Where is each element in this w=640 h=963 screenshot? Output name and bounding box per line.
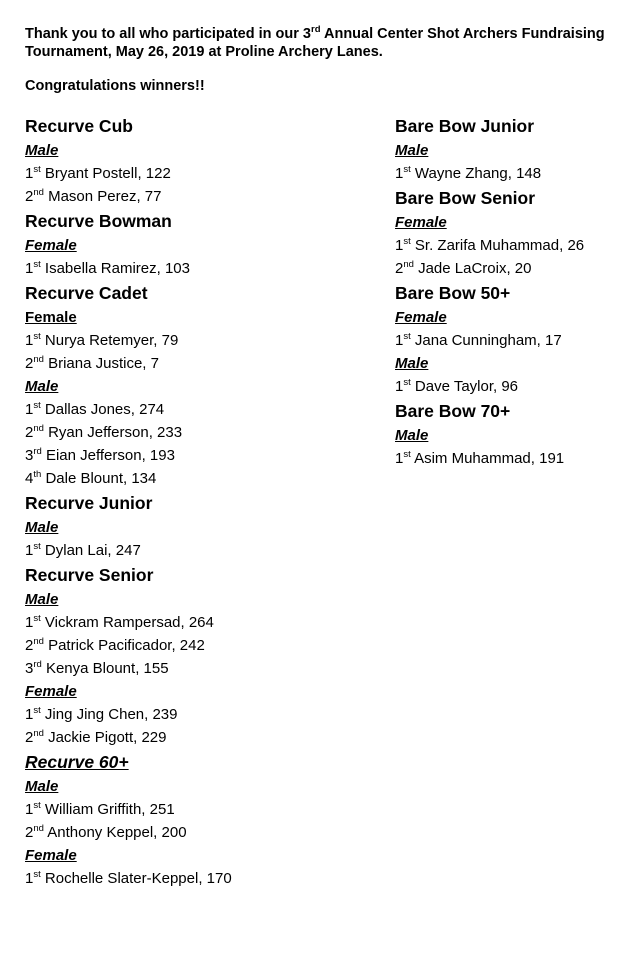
gender-label: Male (395, 355, 429, 372)
place-suffix: st (33, 869, 41, 880)
winner-entry (395, 375, 584, 398)
winner-name-score: Kenya Blount, 155 (41, 660, 169, 677)
winner-entry (25, 611, 232, 634)
gender-label: Male (25, 778, 59, 795)
place-number: 1 (25, 801, 34, 818)
winner-name-score: Briana Justice, 7 (43, 355, 159, 372)
winner-entry (25, 352, 232, 375)
place-suffix: st (33, 705, 41, 716)
winner-name-score: Ryan Jefferson, 233 (43, 424, 183, 441)
place-number: 1 (25, 260, 34, 277)
place-suffix: nd (33, 187, 44, 198)
place-suffix: st (403, 449, 411, 460)
place-suffix: st (403, 164, 411, 175)
place-number: 1 (25, 870, 34, 887)
winner-name-score: Nurya Retemyer, 79 (40, 332, 179, 349)
gender-label: Female (395, 214, 447, 231)
left-column (25, 113, 232, 890)
place-number: 1 (25, 165, 34, 182)
winner-name-score: Jackie Pigott, 229 (43, 729, 167, 746)
winner-entry (25, 798, 232, 821)
category-heading: Bare Bow 50+ (395, 283, 511, 303)
place-number: 1 (395, 165, 404, 182)
winner-entry (25, 185, 232, 208)
place-number: 1 (25, 542, 34, 559)
winner-name-score: Rochelle Slater-Keppel, 170 (40, 870, 232, 887)
place-number: 1 (25, 614, 34, 631)
place-suffix: st (33, 331, 41, 342)
place-number: 2 (25, 729, 34, 746)
intro-text (25, 18, 635, 98)
winner-name-score: William Griffith, 251 (40, 801, 175, 818)
place-suffix: st (33, 800, 41, 811)
winner-entry (25, 444, 232, 467)
intro-line-2: Tournament, May 26, 2019 at Proline Archery Lanes. (25, 44, 383, 60)
gender-label: Female (25, 237, 77, 254)
winner-entry (25, 539, 232, 562)
category-heading: Recurve Bowman (25, 211, 172, 231)
winner-name-score: Jade LaCroix, 20 (413, 260, 532, 277)
winner-name-score: Dave Taylor, 96 (410, 378, 519, 395)
place-suffix: nd (33, 636, 44, 647)
place-suffix: nd (33, 423, 44, 434)
winner-name-score: Wayne Zhang, 148 (410, 165, 542, 182)
place-number: 2 (25, 424, 34, 441)
winner-entry (25, 634, 232, 657)
place-suffix: nd (33, 354, 44, 365)
winner-name-score: Dylan Lai, 247 (40, 542, 141, 559)
place-number: 3 (25, 660, 34, 677)
winner-name-score: Jing Jing Chen, 239 (40, 706, 178, 723)
winner-entry (25, 162, 232, 185)
winner-name-score: Asim Muhammad, 191 (410, 450, 565, 467)
gender-label: Female (395, 309, 447, 326)
gender-label: Female (25, 847, 77, 864)
gender-label: Male (25, 519, 59, 536)
category-heading: Bare Bow 70+ (395, 401, 511, 421)
category-heading: Recurve Senior (25, 565, 154, 585)
winner-entry (25, 867, 232, 890)
winner-entry (25, 398, 232, 421)
place-number: 1 (25, 706, 34, 723)
place-suffix: rd (33, 446, 42, 457)
place-number: 2 (25, 355, 34, 372)
winner-name-score: Dallas Jones, 274 (40, 401, 165, 418)
winner-entry (25, 329, 232, 352)
winner-entry (25, 821, 232, 844)
intro-line-1 (25, 18, 635, 41)
winner-entry (395, 329, 584, 352)
intro-line-1-sup: rd (311, 24, 321, 35)
gender-label: Female (25, 683, 77, 700)
category-heading: Recurve Cadet (25, 283, 148, 303)
winner-name-score: Jana Cunningham, 17 (410, 332, 562, 349)
winner-entry (395, 234, 584, 257)
place-suffix: st (33, 613, 41, 624)
place-number: 2 (25, 637, 34, 654)
category-heading: Recurve Cub (25, 116, 133, 136)
place-number: 3 (25, 447, 34, 464)
place-suffix: nd (33, 728, 44, 739)
place-suffix: st (33, 259, 41, 270)
category-heading: Recurve Junior (25, 493, 153, 513)
winner-entry (395, 447, 584, 470)
gender-label: Male (395, 427, 429, 444)
winner-name-score: Isabella Ramirez, 103 (40, 260, 190, 277)
place-number: 1 (395, 332, 404, 349)
place-suffix: nd (403, 259, 414, 270)
intro-line-1-rest: Annual Center Shot Archers Fundraising (320, 25, 605, 42)
place-number: 2 (395, 260, 404, 277)
winner-name-score: Patrick Pacificador, 242 (43, 637, 205, 654)
place-number: 2 (25, 188, 34, 205)
gender-label: Male (25, 142, 59, 159)
place-suffix: st (33, 400, 41, 411)
winner-entry (25, 467, 232, 490)
winner-name-score: Sr. Zarifa Muhammad, 26 (410, 237, 585, 254)
winner-name-score: Bryant Postell, 122 (40, 165, 171, 182)
place-suffix: rd (33, 659, 42, 670)
winner-entry (395, 257, 584, 280)
place-number: 2 (25, 824, 34, 841)
winner-entry (25, 257, 232, 280)
right-column (395, 113, 584, 470)
gender-label: Male (395, 142, 429, 159)
category-heading: Bare Bow Junior (395, 116, 535, 136)
place-number: 1 (25, 332, 34, 349)
place-number: 1 (395, 237, 404, 254)
congratulations-text: Congratulations winners!! (25, 78, 205, 94)
place-number: 1 (395, 450, 404, 467)
place-suffix: st (33, 541, 41, 552)
winner-entry (25, 657, 232, 680)
winner-entry (25, 421, 232, 444)
winner-entry (25, 726, 232, 749)
winner-name-score: Eian Jefferson, 193 (41, 447, 175, 464)
winner-entry (25, 703, 232, 726)
gender-label: Male (25, 591, 59, 608)
place-number: 1 (395, 378, 404, 395)
category-heading: Bare Bow Senior (395, 188, 536, 208)
place-suffix: st (403, 236, 411, 247)
place-number: 4 (25, 470, 34, 487)
gender-label: Female (25, 309, 77, 326)
winner-name-score: Vickram Rampersad, 264 (40, 614, 214, 631)
place-suffix: st (403, 331, 411, 342)
category-heading: Recurve 60+ (25, 752, 129, 772)
gender-label: Male (25, 378, 59, 395)
intro-line-1-text: Thank you to all who participated in our 3 (25, 25, 311, 42)
winner-entry (395, 162, 584, 185)
place-number: 1 (25, 401, 34, 418)
place-suffix: st (33, 164, 41, 175)
place-suffix: st (403, 377, 411, 388)
place-suffix: nd (33, 823, 44, 834)
winner-name-score: Anthony Keppel, 200 (43, 824, 187, 841)
winner-name-score: Dale Blount, 134 (41, 470, 157, 487)
place-suffix: th (33, 469, 42, 480)
winner-name-score: Mason Perez, 77 (43, 188, 162, 205)
